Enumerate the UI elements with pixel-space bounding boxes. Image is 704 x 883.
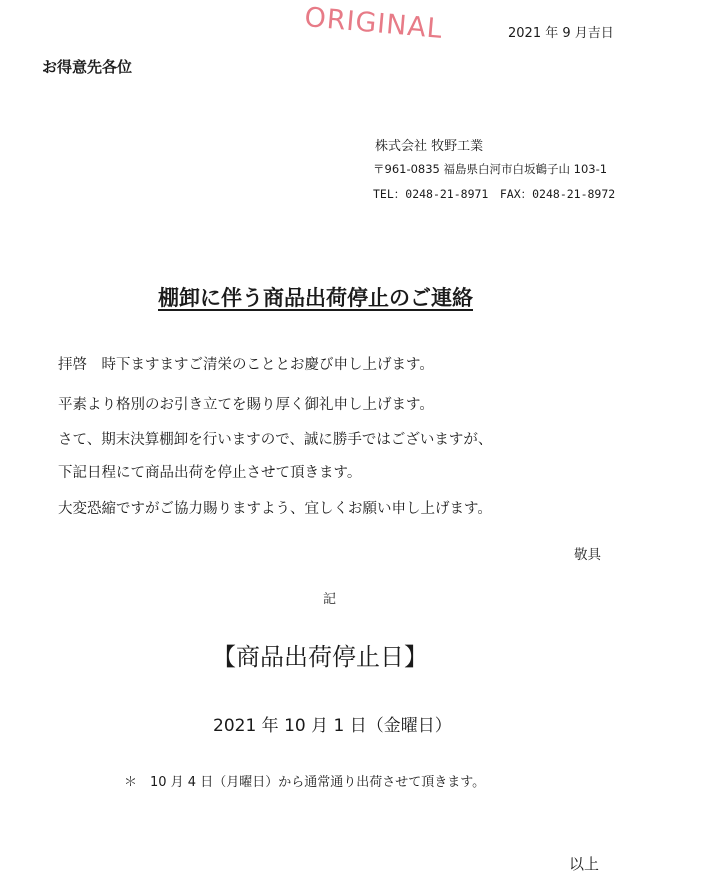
stop-date: 2021 年 10 月 1 日（金曜日） bbox=[213, 716, 452, 736]
stop-heading: 【商品出荷停止日】 bbox=[212, 643, 428, 671]
closing-ijo: 以上 bbox=[569, 855, 600, 873]
body-line: さて、期末決算棚卸を行いますので、誠に勝手ではございますが、 bbox=[58, 432, 493, 448]
sender-company: 株式会社 牧野工業 bbox=[375, 139, 484, 154]
sender-address: 〒961-0835 福島県白河市白坂鶴子山 103-1 bbox=[373, 162, 608, 176]
original-stamp: ORIGINAL bbox=[303, 2, 445, 45]
resume-note: ＊ 10 月 4 日（月曜日）から通常通り出荷させて頂きます。 bbox=[124, 775, 486, 790]
closing-keigu: 敬具 bbox=[574, 547, 601, 563]
sender-contact: TEL：0248-21-8971 FAX：0248-21-8972 bbox=[373, 187, 616, 201]
ki-marker: 記 bbox=[323, 592, 337, 607]
body-line: 大変恐縮ですがご協力賜りますよう、宜しくお願い申し上げます。 bbox=[58, 501, 492, 517]
recipient: お得意先各位 bbox=[42, 58, 133, 76]
body-line: 下記日程にて商品出荷を停止させて頂きます。 bbox=[58, 465, 362, 481]
body-line: 平素より格別のお引き立てを賜り厚く御礼申し上げます。 bbox=[58, 397, 434, 413]
document-title: 棚卸に伴う商品出荷停止のご連絡 bbox=[158, 286, 473, 310]
body-line: 拝啓 時下ますますご清栄のこととお慶び申し上げます。 bbox=[58, 357, 434, 373]
issue-date: 2021 年 9 月吉日 bbox=[508, 26, 614, 41]
